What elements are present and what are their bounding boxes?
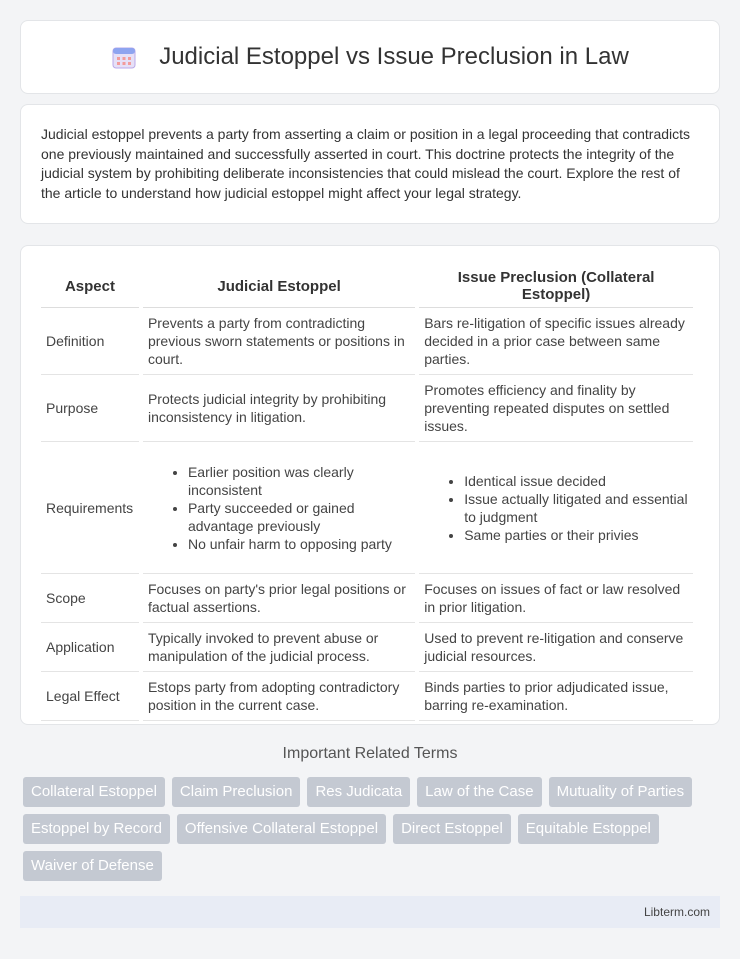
list-item: • Same parties or their privies [464,526,688,544]
row-aspect: Purpose [41,375,139,442]
judicial-estoppel-cell: Focuses on party's prior legal positions or factual assertions. [143,574,415,623]
column-header: Judicial Estoppel [143,264,415,308]
row-aspect: Scope [41,574,139,623]
footer-site-link[interactable]: Libterm.com [643,905,710,919]
footer [20,896,720,928]
list-item: • Issue actually litigated and essential to judgment [464,490,688,526]
requirements-list [424,472,688,544]
issue-preclusion-cell: Bars re-litigation of specific issues already decided in a prior case between same parties. [419,308,693,375]
related-term-tag[interactable]: Waiver of Defense [23,851,162,881]
related-term-tag[interactable]: Law of the Case [417,777,541,807]
row-aspect: Application [41,623,139,672]
related-terms-section [20,745,720,881]
intro-text: Judicial estoppel prevents a party from asserting a claim or position in a legal proceeding that contradicts one previously maintained and successfully asserted in court. This doctrine protects the integrity of the judicial system by prohibiting deliberate inconsistencies that could mislead the court. Explore the rest of the article to understand how judicial estoppel might affect your legal strategy. [41,126,691,201]
table-row [41,623,693,672]
column-header: Issue Preclusion (Collateral Estoppel) [419,264,693,308]
judicial-estoppel-cell: Protects judicial integrity by prohibiting inconsistency in litigation. [143,375,415,442]
related-term-tag[interactable]: Offensive Collateral Estoppel [177,814,386,844]
related-term-tag[interactable]: Claim Preclusion [172,777,301,807]
issue-preclusion-cell: Used to prevent re-litigation and conserve judicial resources. [419,623,693,672]
table-row [41,574,693,623]
judicial-estoppel-cell: Typically invoked to prevent abuse or manipulation of the judicial process. [143,623,415,672]
row-aspect: Requirements [41,442,139,574]
row-aspect: Legal Effect [41,672,139,721]
related-term-tag[interactable]: Mutuality of Parties [549,777,693,807]
page-title: Judicial Estoppel vs Issue Preclusion in Law [159,43,629,70]
related-term-tag[interactable]: Direct Estoppel [393,814,511,844]
judicial-estoppel-cell: Estops party from adopting contradictory position in the current case. [143,672,415,721]
list-item: • No unfair harm to opposing party [188,535,410,553]
calendar-icon [111,44,137,70]
header-card [20,20,720,94]
comparison-table [37,264,697,721]
list-item: • Party succeeded or gained advantage previously [188,499,410,535]
list-item: • Earlier position was clearly inconsistent [188,463,410,499]
table-row [41,442,693,574]
related-terms-title: Important Related Terms [282,745,458,762]
table-row [41,375,693,442]
table-row [41,308,693,375]
issue-preclusion-cell: Focuses on issues of fact or law resolved in prior litigation. [419,574,693,623]
row-aspect: Definition [41,308,139,375]
issue-preclusion-cell: Binds parties to prior adjudicated issue, barring re-examination. [419,672,693,721]
table-row [41,672,693,721]
related-terms-tags [20,777,720,881]
comparison-card [20,245,720,725]
related-term-tag[interactable]: Collateral Estoppel [23,777,165,807]
related-term-tag[interactable]: Res Judicata [307,777,410,807]
issue-preclusion-cell: Promotes efficiency and finality by preventing repeated disputes on settled issues. [419,375,693,442]
issue-preclusion-cell [419,442,693,574]
column-header: Aspect [41,264,139,308]
judicial-estoppel-cell [143,442,415,574]
related-term-tag[interactable]: Estoppel by Record [23,814,170,844]
list-item: • Identical issue decided [464,472,688,490]
judicial-estoppel-cell: Prevents a party from contradicting previous sworn statements or positions in court. [143,308,415,375]
table-header-row [41,264,693,308]
requirements-list [148,463,410,553]
related-term-tag[interactable]: Equitable Estoppel [518,814,659,844]
intro-card [20,104,720,224]
